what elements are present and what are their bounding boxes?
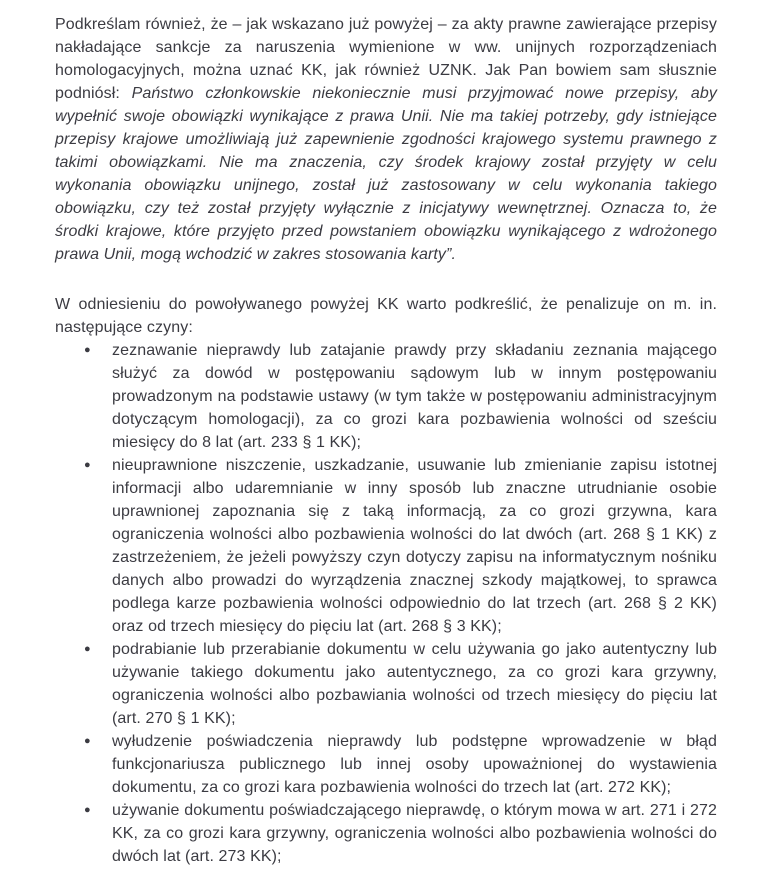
bullet-icon: ●: [84, 643, 91, 655]
bullet-icon: ●: [84, 344, 91, 356]
list-item-text: podrabianie lub przerabianie dokumentu w celu używania go jako autentyczny lub używanie takiego dokumentu jako autentycznego, za co grozi kara grzywny, ograniczenia wolności albo pozbawiania wolności od trzech miesięcy do pięciu lat (art. 270 § 1 KK);: [112, 641, 717, 727]
list-item: [55, 730, 717, 799]
lead-paragraph: W odniesieniu do powoływanego powyżej KK warto podkreślić, że penalizuje on m. in. następujące czyny:: [55, 296, 717, 336]
list-item-text: nieuprawnione niszczenie, uszkadzanie, usuwanie lub zmienianie zapisu istotnej informacji albo udaremnianie w inny sposób lub znaczne utrudnianie osobie uprawnionej zapoznania się z taką informacją, za co grozi grzywna, kara ograniczenia wolności albo pozbawienia wolności do lat dwóch (art. 268 § 1 KK) z zastrzeżeniem, że jeżeli powyższy czyn dotyczy zapisu na informatycznym nośniku danych albo prowadzi do wyrządzenia znacznej szkody majątkowej, to sprawca podlega karze pozbawienia wolności odpowiednio do lat trzech (art. 268 § 2 KK) oraz od trzech miesięcy do pięciu lat (art. 268 § 3 KK);: [112, 457, 717, 635]
list-item: [55, 799, 717, 868]
list-item: [55, 454, 717, 638]
bullet-icon: ●: [84, 459, 91, 471]
list-item-text: wyłudzenie poświadczenia nieprawdy lub podstępne wprowadzenie w błąd funkcjonariusza publicznego lub innej osoby upoważnionej do wystawienia dokumentu, za co grozi kara pozbawienia wolności do trzech lat (art. 272 KK);: [112, 733, 717, 796]
intro-paragraph-quote-italic: Państwo członkowskie niekoniecznie musi przyjmować nowe przepisy, aby wypełnić swoje obowiązki wynikające z prawa Unii. Nie ma takiej potrzeby, gdy istniejące przepisy krajowe umożliwiają już zapewnienie zgodności krajowego systemu prawnego z takimi obowiązkami. Nie ma znaczenia, czy środek krajowy został przyjęty w celu wykonania obowiązku unijnego, został już zastosowany w celu wykonania takiego obowiązku, czy też został przyjęty wyłącznie z inicjatywy wewnętrznej. Oznacza to, że środki krajowe, które przyjęto przed powstaniem obowiązku wynikającego z wdrożonego prawa Unii, mogą wchodzić w zakres stosowania karty”.: [55, 85, 717, 263]
intro-paragraph-regular-text: Podkreślam również, że – jak wskazano już powyżej – za akty prawne zawierające przepisy nakładające sankcje za naruszenia wymienione w ww. unijnych rozporządzeniach homologacyjnych, można uznać KK, jak również UZNK. Jak Pan bowiem sam słusznie podniósł:: [55, 16, 717, 102]
list-item-text: zeznawanie nieprawdy lub zatajanie prawdy przy składaniu zeznania mającego służyć za dowód w postępowaniu sądowym lub w innym postępowaniu prowadzonym na podstawie ustawy (w tym także w postępowaniu administracyjnym dotyczącym homologacji), za co grozi kara pozbawienia wolności od sześciu miesięcy do 8 lat (art. 233 § 1 KK);: [112, 342, 717, 451]
bullet-icon: ●: [84, 735, 91, 747]
list-item-text: używanie dokumentu poświadczającego nieprawdę, o którym mowa w art. 271 i 272 KK, za co grozi kara grzywny, ograniczenia wolności albo pozbawienia wolności do dwóch lat (art. 273 KK);: [112, 802, 717, 865]
intro-paragraph: [55, 13, 717, 266]
offence-list: [55, 339, 717, 868]
list-item: [55, 339, 717, 454]
list-item: [55, 638, 717, 730]
bullet-icon: ●: [84, 804, 91, 816]
